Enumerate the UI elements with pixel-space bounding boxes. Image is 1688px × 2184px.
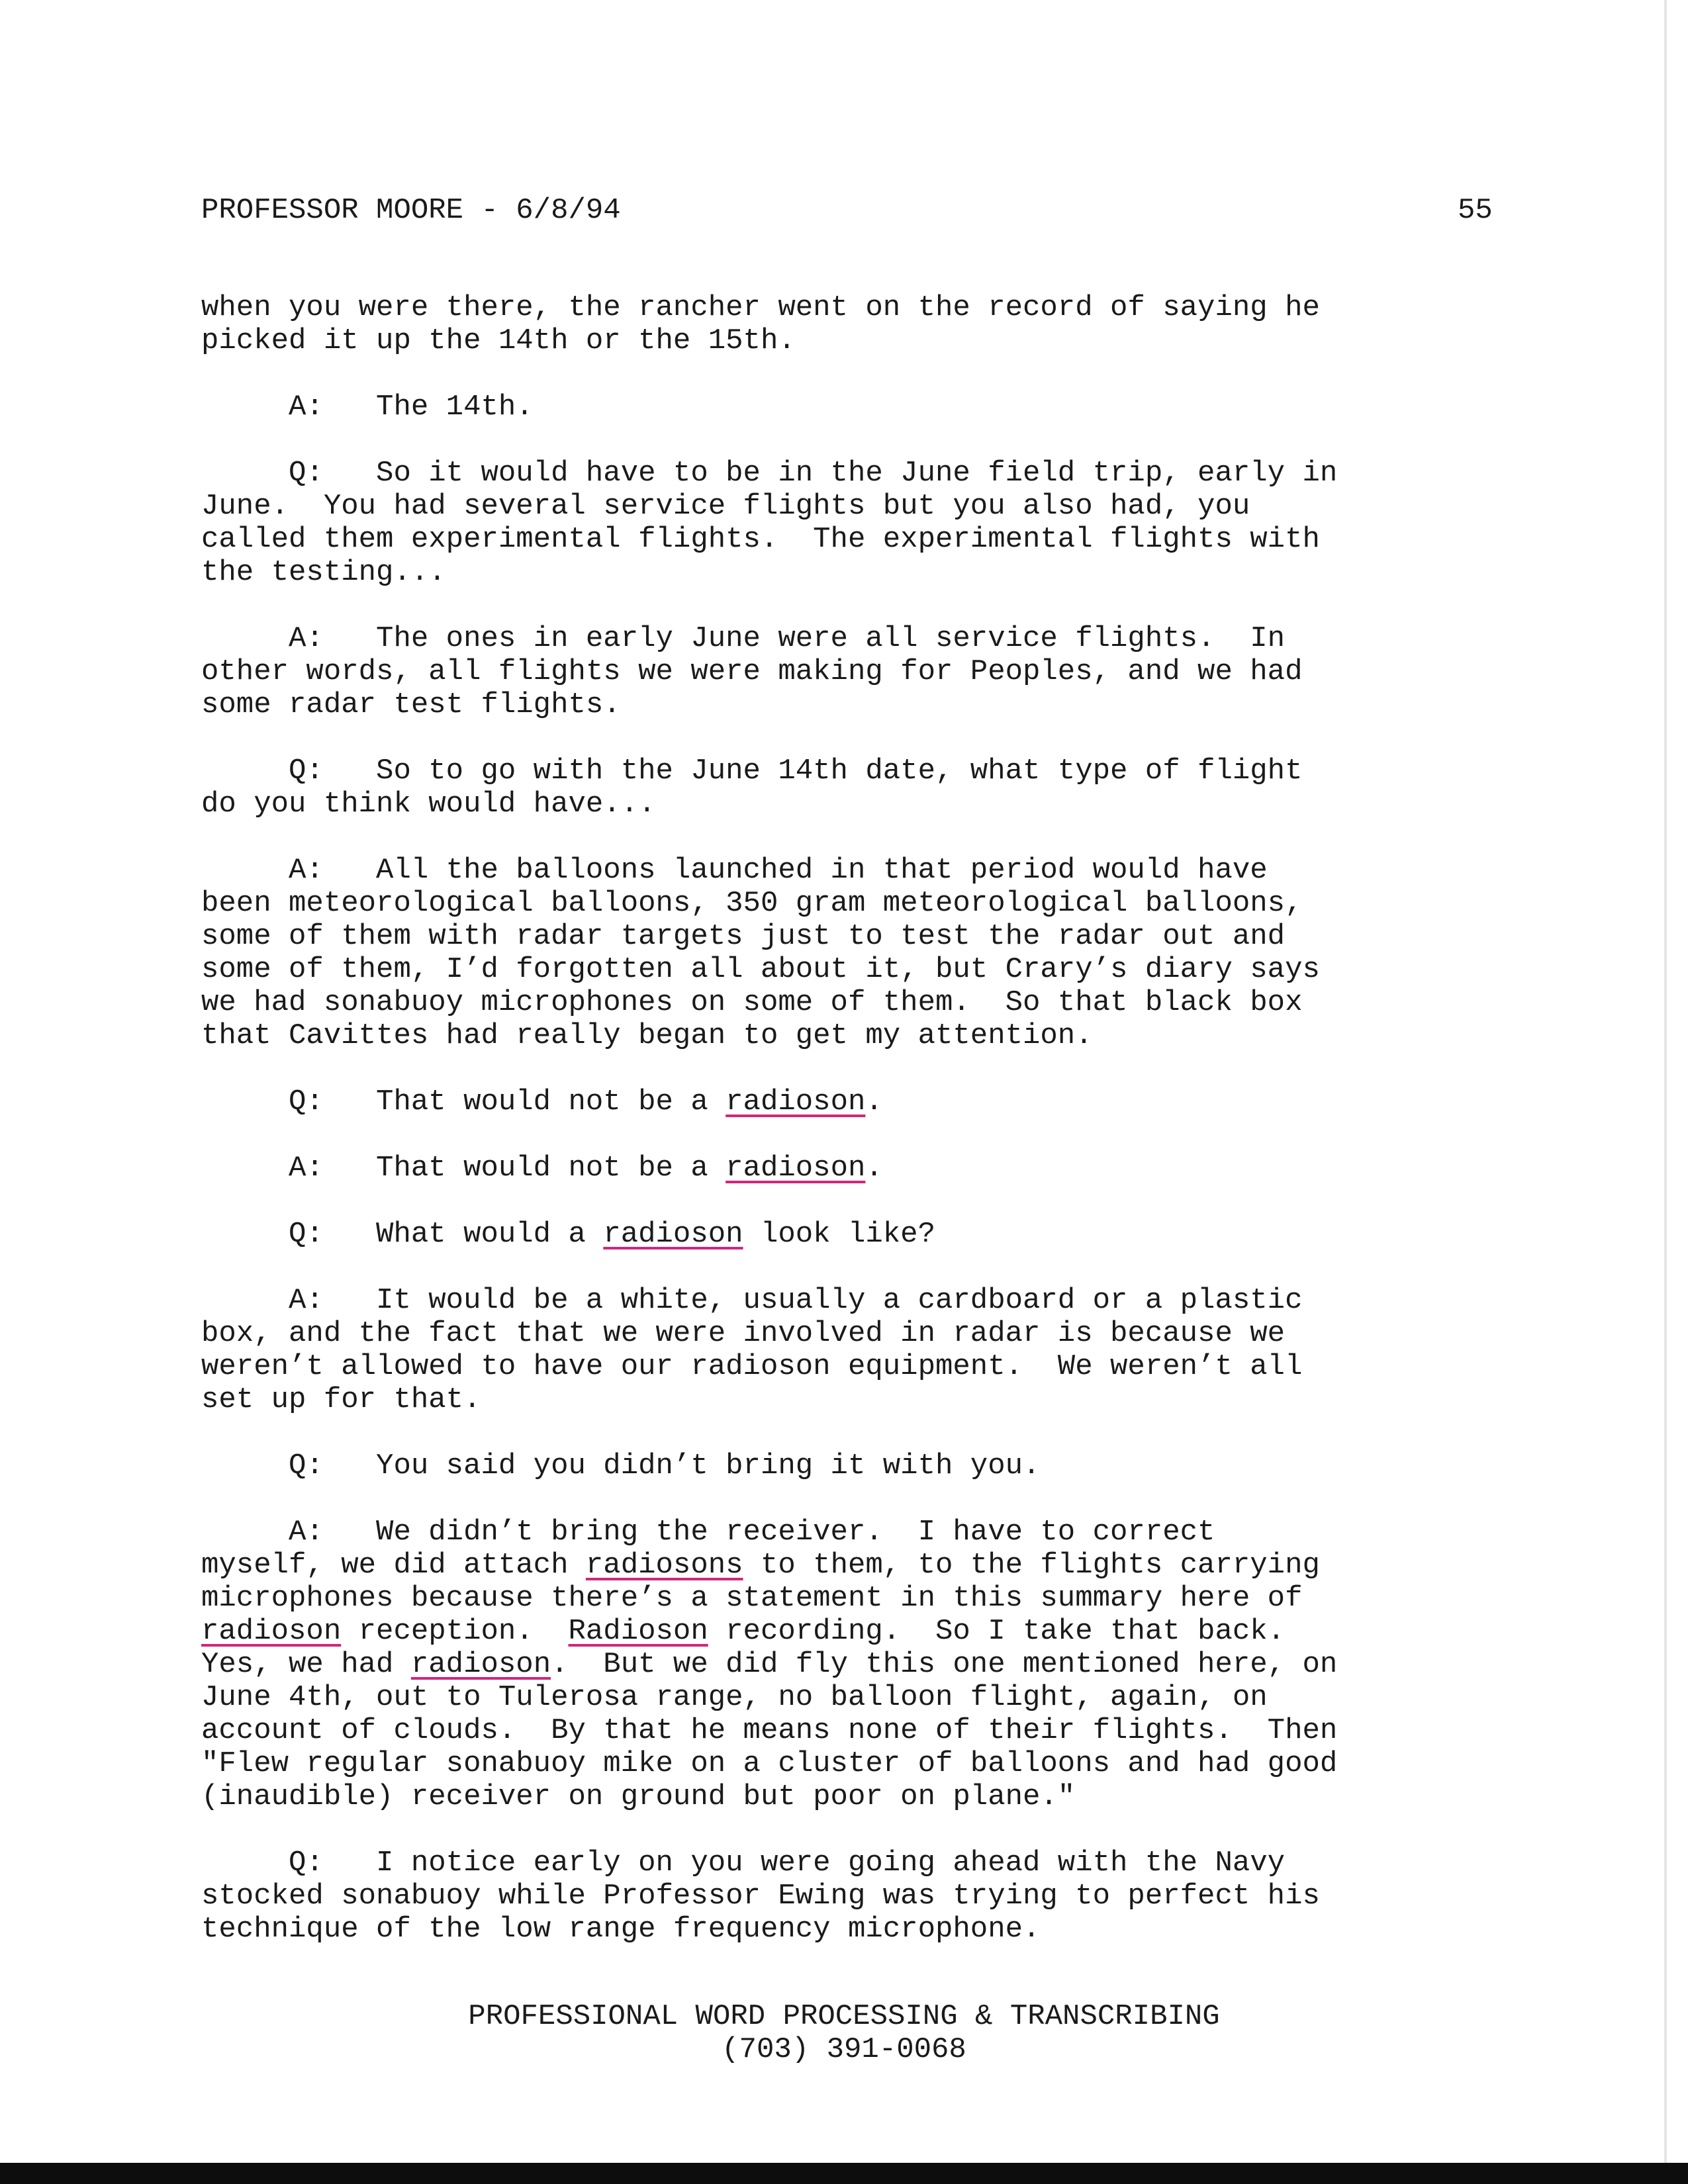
text-segment: Q: That would not be a xyxy=(201,1085,726,1118)
transcript-paragraph: Q: So it would have to be in the June field trip, early in June. You had several service flights but you also had, you called them experimental flights. The experimental flights with the testing... xyxy=(201,457,1338,589)
footer-company: PROFESSIONAL WORD PROCESSING & TRANSCRIBING xyxy=(468,2000,1220,2033)
transcript-paragraph: Q: So to go with the June 14th date, what type of flight do you think would have... xyxy=(201,754,1303,821)
transcript-paragraph: A: It would be a white, usually a cardboard or a plastic box, and the fact that we were involved in radar is because we weren’t allowed to have our radioson equipment. We weren’t all set up for that. xyxy=(201,1284,1303,1416)
transcript-paragraph xyxy=(201,1085,1525,1118)
scan-edge xyxy=(1664,0,1667,2163)
transcript-paragraph: Q: You said you didn’t bring it with you. xyxy=(201,1449,1041,1482)
text-segment: A: That would not be a xyxy=(201,1152,726,1185)
page-header-title: PROFESSOR MOORE - 6/8/94 xyxy=(201,194,621,227)
text-segment: . xyxy=(865,1085,883,1118)
underlined-word: radioson xyxy=(603,1218,743,1251)
underlined-word: radioson xyxy=(201,1615,342,1648)
page-number: 55 xyxy=(1458,194,1493,227)
footer-phone: (703) 391-0068 xyxy=(722,2033,966,2066)
transcript-paragraph xyxy=(201,1152,1525,1185)
text-segment: A: We didn’t bring the receiver. I have to correct myself, we did attach xyxy=(201,1516,1215,1582)
scan-bottom-border xyxy=(0,2163,1688,2184)
transcript-paragraph: A: The 14th. xyxy=(201,390,534,424)
page-footer xyxy=(0,2000,1688,2066)
transcript-paragraph xyxy=(201,1516,1525,1813)
transcript-paragraph: A: All the balloons launched in that period would have been meteorological balloons, 350 gram meteorological balloons, some of them with radar targets just to test the radar out and some of them, I’d forgotten all about it, but Crary’s diary says we had sonabuoy microphones on some of them. So that black box that Cavittes had really began to get my attention. xyxy=(201,854,1320,1052)
underlined-word: Radioson xyxy=(568,1615,708,1648)
transcript-paragraph xyxy=(201,1218,1525,1251)
text-segment: look like? xyxy=(743,1218,935,1251)
underlined-word: radioson xyxy=(410,1648,551,1681)
text-segment: reception. xyxy=(341,1615,569,1648)
transcript-body xyxy=(201,291,1525,1979)
underlined-word: radioson xyxy=(726,1085,866,1118)
text-segment: . But we did fly this one mentioned here, on June 4th, out to Tulerosa range, no balloon flight, again, on account of clouds. By that he means none of their flights. Then "Flew regular sonabuoy mike on a cluster of balloons and had good (inaudible) receiver on ground but poor on plane." xyxy=(201,1648,1338,1813)
text-segment: to them, to the flights carrying microphones because there’s a statement in this summary here of xyxy=(201,1549,1320,1615)
underlined-word: radioson xyxy=(726,1152,866,1185)
text-segment: recording. So I take that back. Yes, we had xyxy=(201,1615,1286,1681)
text-segment: Q: What would a xyxy=(201,1218,604,1251)
underlined-word: radiosons xyxy=(585,1549,743,1582)
transcript-paragraph: A: The ones in early June were all service flights. In other words, all flights we were making for Peoples, and we had some radar test flights. xyxy=(201,622,1303,721)
transcript-paragraph: Q: I notice early on you were going ahead with the Navy stocked sonabuoy while Professor Ewing was trying to perfect his technique of the low range frequency microphone. xyxy=(201,1846,1320,1946)
transcript-paragraph: when you were there, the rancher went on the record of saying he picked it up the 14th or the 15th. xyxy=(201,291,1320,357)
text-segment: . xyxy=(865,1152,883,1185)
